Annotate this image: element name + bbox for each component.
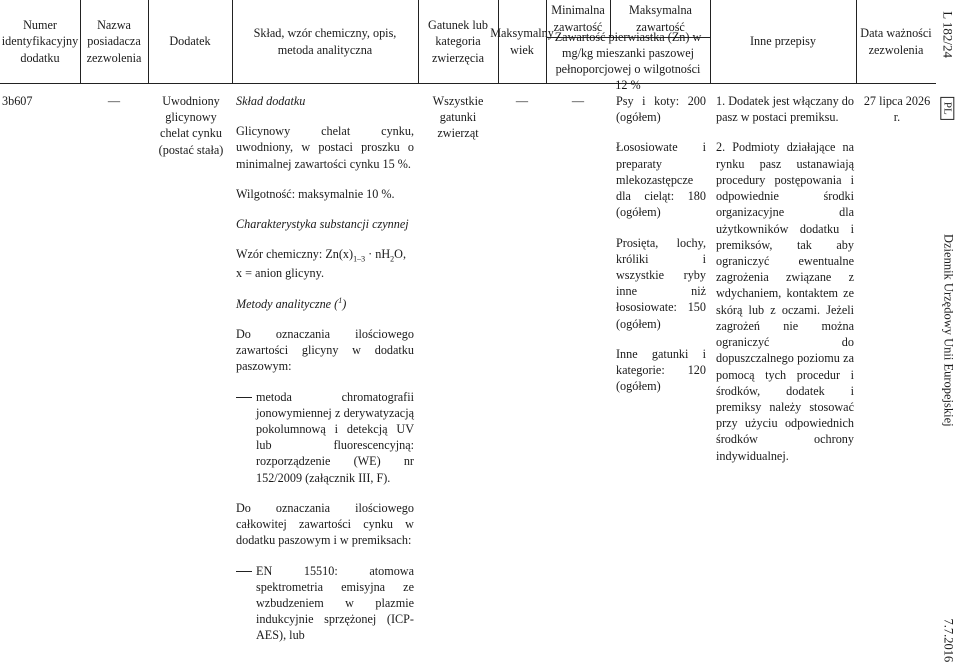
zinc-method: EN 15510: atomowa spektrometria emisyjna ze wzbudzeniem w plazmie indukcyjnie sprzężonej (ICP-AES), lub xyxy=(236,563,414,644)
header-additive: Dodatek xyxy=(148,0,232,84)
provision-1: 1. Dodatek jest włączany do pasz w postaci premiksu. xyxy=(716,94,854,125)
max-content-dogs-cats: Psy i koty: 200 (ogółem) xyxy=(616,94,706,125)
moisture-text: Wilgotność: maksymalnie 10 %. xyxy=(236,186,395,201)
header-other-provisions: Inne przepisy xyxy=(710,0,856,84)
composition-text: Glicynowy chelat cynku, uwodniony, w postaci proszku o minimalnej zawartości cynku 15 %. xyxy=(236,124,414,171)
header-content-unit: Zawartość pierwiastka (Zn) w mg/kg mieszanki paszowej pełnoporcjowej o wilgotności 12 % xyxy=(554,29,702,93)
max-content-salmonids: Łososiowate i preparaty mlekozastępcze dla cieląt: 180 (ogółem) xyxy=(616,140,706,220)
header-expiry: Data ważności zezwolenia xyxy=(856,0,936,84)
max-content-piglets: Prosięta, lochy, króliki i wszystkie ryby inne niż łososiowate: 150 (ogółem) xyxy=(616,235,706,331)
publication-date: 7.7.2016 xyxy=(941,618,956,663)
row-holder: — xyxy=(107,94,121,108)
row-expiry: 27 lipca 2026 r. xyxy=(863,94,931,125)
zinc-intro: Do oznaczania ilościowego całkowitej zawartości cynku w dodatku paszowym i w premiksach: xyxy=(236,500,414,548)
header-max-age: Maksymalny wiek xyxy=(498,0,546,84)
side-margin xyxy=(936,0,960,663)
header-id: Numer identyfikacyjny dodatku xyxy=(0,0,80,84)
header-min-content: Minimalna zawartość xyxy=(551,3,605,34)
row-max-age: — xyxy=(515,94,529,108)
row-max-content xyxy=(616,93,706,409)
glycine-intro: Do oznaczania ilościowego zawartości glicyny w dodatku paszowym: xyxy=(236,326,414,374)
active-title: Charakterystyka substancji czynnej xyxy=(236,217,409,232)
row-id: 3b607 xyxy=(2,94,33,108)
row-composition xyxy=(236,93,414,658)
composition-title: Skład dodatku xyxy=(236,94,306,108)
header-max-content: Maksymalna zawartość xyxy=(629,3,692,34)
header-species: Gatunek lub kategoria zwierzęcia xyxy=(418,0,498,84)
row-additive: Uwodniony glicynowy chelat cynku (postać stała) xyxy=(158,94,224,157)
header-holder: Nazwa posiadacza zezwolenia xyxy=(80,0,148,84)
row-other-provisions xyxy=(716,93,854,478)
max-content-other: Inne gatunki i kategorie: 120 (ogółem) xyxy=(616,346,706,394)
page-reference: L 182/24 xyxy=(940,11,956,59)
row-min-content: — xyxy=(571,94,585,108)
header-composition: Skład, wzór chemiczny, opis, metoda analityczna xyxy=(232,0,418,84)
row-species: Wszystkie gatunki zwierząt xyxy=(432,94,484,141)
methods-title: Metody analityczne ($^1$) xyxy=(236,295,347,311)
formula-text: Wzór chemiczny: $Zn(x)_{1-3} \cdot nH_2O$, x = anion glicyny. xyxy=(236,247,407,281)
journal-title: Dziennik Urzędowy Unii Europejskiej xyxy=(941,233,956,427)
provision-2: 2. Podmioty działające na rynku pasz ustanawiają procedury postępowania i odpowiednie środki organizacyjne dla użytkowników dodatku i premiksów, tak aby ograniczyć ewentualne zagrożenia związane z wdychaniem, kontaktem ze skórą lub z oczami. Jeżeli zagrożeń nie można ograniczyć do dopuszczalnego poziomu za pomocą tych procedur i środków, dodatek i premiksy należy stosować przy użyciu odpowiednich środków ochrony indywidualnej. xyxy=(716,140,854,463)
glycine-method: metoda chromatografii jonowymiennej z derywatyzacją pokolumnową i detekcją UV lub fluorescencyjną: rozporządzenie (WE) nr 152/2009 (załącznik III, F). xyxy=(236,389,414,486)
language-badge: PL xyxy=(940,97,957,120)
header-content xyxy=(546,0,710,93)
